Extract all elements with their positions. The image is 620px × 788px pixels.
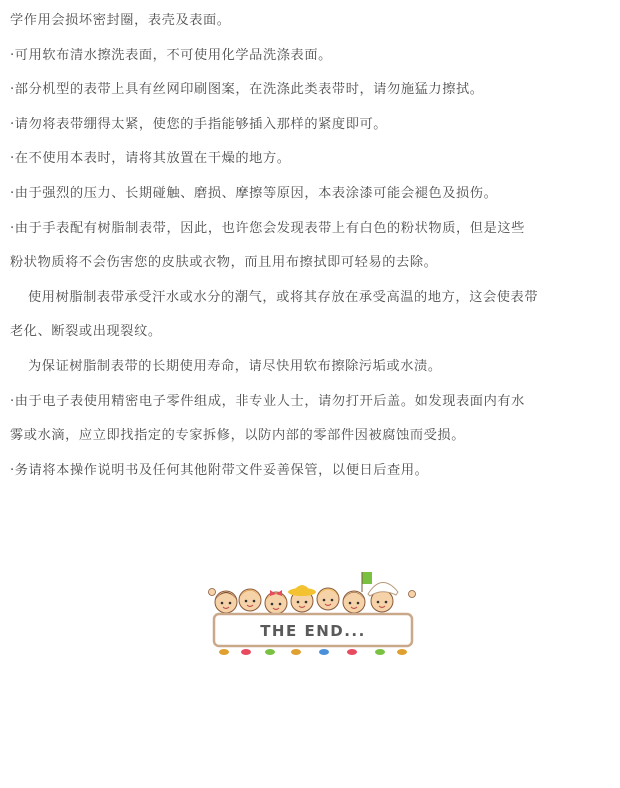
text-line: ·在不使用本表时，请将其放置在干燥的地方。 (10, 151, 291, 167)
text-line: 老化、断裂或出现裂纹。 (10, 324, 162, 340)
text-line: 使用树脂制表带承受汗水或水分的潮气，或将其存放在承受高温的地方，这会使表带 (28, 289, 539, 305)
text-line: 为保证树脂制表带的长期使用寿命，请尽快用软布擦除污垢或水渍。 (28, 358, 442, 374)
the-end-label: THE END... (260, 622, 366, 640)
kids-group-icon (209, 572, 416, 614)
kids-feet-icon (219, 649, 407, 655)
text-line: ·请勿将表带绷得太紧，使您的手指能够插入那样的紧度即可。 (10, 116, 388, 132)
text-line: 雾或水滴，应立即找指定的专家拆修，以防内部的零部件因被腐蚀而受损。 (10, 428, 465, 444)
text-line: 学作用会损坏密封圈，表壳及表面。 (10, 13, 231, 28)
text-line: ·由于手表配有树脂制表带，因此，也许您会发现表带上有白色的粉状物质，但是这些 (10, 220, 525, 236)
text-line: ·务请将本操作说明书及任何其他附带文件妥善保管，以便日后查用。 (10, 462, 429, 478)
instructions-text (10, 4, 615, 488)
text-line: ·部分机型的表带上具有丝网印刷图案，在洗涤此类表带时，请勿施猛力擦拭。 (10, 82, 484, 98)
text-line: 粉状物质将不会伤害您的皮肤或衣物，而且用布擦拭即可轻易的去除。 (10, 255, 438, 271)
text-line: ·可用软布清水擦洗表面，不可使用化学品洗涤表面。 (10, 47, 332, 63)
the-end-graphic (204, 570, 424, 662)
cartoon-kids-holding-sign-icon (204, 570, 424, 662)
text-line: ·由于强烈的压力、长期碰触、磨损、摩擦等原因，本表涂漆可能会褪色及损伤。 (10, 185, 498, 201)
text-line: ·由于电子表使用精密电子零件组成，非专业人士，请勿打开后盖。如发现表面内有水 (10, 393, 525, 409)
